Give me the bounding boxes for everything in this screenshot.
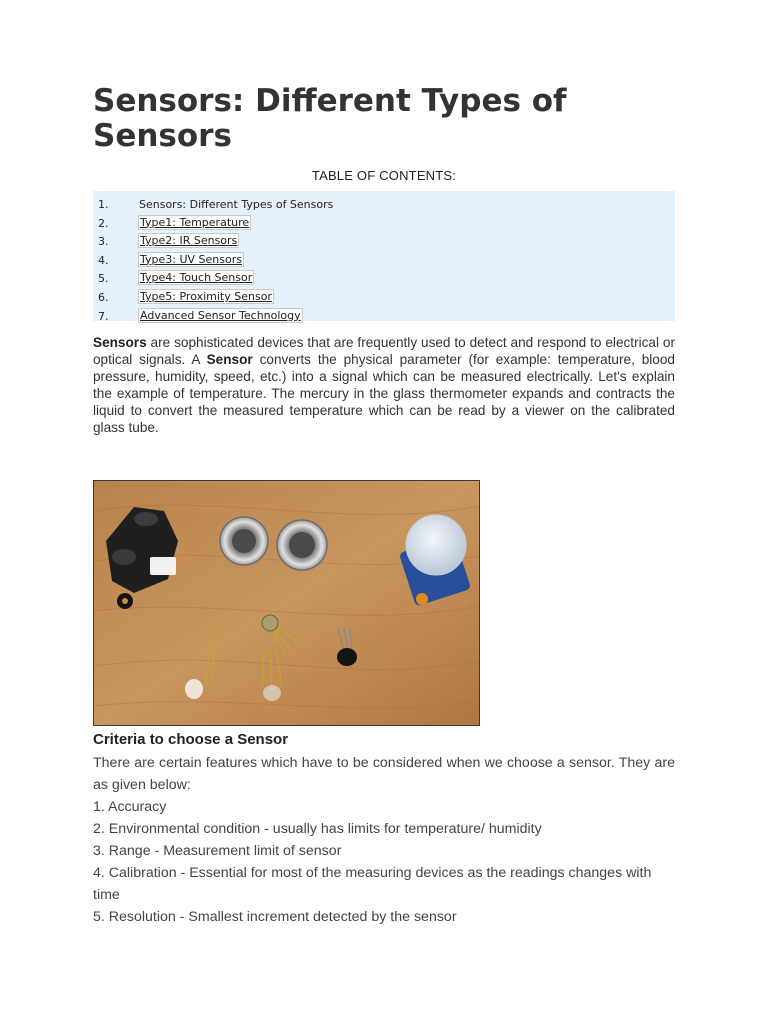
toc-link-temperature[interactable]: Type1: Temperature <box>140 215 250 229</box>
term-sensor: Sensor <box>206 352 253 367</box>
sensors-photo <box>93 480 480 726</box>
criteria-item: 4. Calibration - Essential for most of the measuring devices as the readings changes with time <box>93 865 652 903</box>
toc-link-advanced-sensor-technology[interactable]: Advanced Sensor Technology <box>140 308 301 322</box>
sensors-photo-graphic <box>94 481 479 725</box>
toc-item-number: 6. <box>98 290 109 304</box>
criteria-item: 5. Resolution - Smallest increment detected by the sensor <box>93 909 457 925</box>
criteria-list <box>93 796 675 928</box>
criteria-item: 2. Environmental condition - usually has limits for temperature/ humidity <box>93 821 542 837</box>
criteria-heading: Criteria to choose a Sensor <box>93 731 289 748</box>
term-sensors: Sensors <box>93 335 147 350</box>
intro-paragraph <box>93 334 675 436</box>
toc-heading: TABLE OF CONTENTS: <box>311 168 457 183</box>
toc-link-uv-sensors[interactable]: Type3: UV Sensors <box>140 252 242 266</box>
toc-item-number: 5. <box>98 272 109 286</box>
criteria-item: 3. Range - Measurement limit of sensor <box>93 843 342 859</box>
page-title: Sensors: Different Types of Sensors <box>93 83 567 154</box>
toc-item-number: 7. <box>98 309 109 323</box>
toc-item-number: 3. <box>98 235 109 249</box>
table-of-contents <box>93 191 675 321</box>
toc-link-touch-sensor[interactable]: Type4: Touch Sensor <box>140 271 253 285</box>
toc-item-number: 1. <box>98 198 109 211</box>
intro-text: converts the physical parameter (for example: temperature, blood pressure, humidity, speed, etc.) into a signal which can be measured electrically. Let's explain the example of temperature. The mercury in the glass thermometer expands and contracts the liquid to convert the measured temperature which can be read by a viewer on the calibrated glass tube. <box>93 352 675 435</box>
toc-item-label: Sensors: Different Types of Sensors <box>139 198 334 211</box>
toc-link-proximity-sensor[interactable]: Type5: Proximity Sensor <box>140 289 272 303</box>
toc-item-number: 4. <box>98 253 109 267</box>
intro-text: are sophisticated devices that are frequently used to detect and respond to electrical or optical signals. A <box>93 335 675 367</box>
criteria-intro: There are certain features which have to be considered when we choose a sensor. They are as given below: <box>93 755 675 793</box>
criteria-item: 1. Accuracy <box>93 799 167 815</box>
toc-link-ir-sensors[interactable]: Type2: IR Sensors <box>140 234 238 248</box>
toc-item-number: 2. <box>98 216 109 230</box>
